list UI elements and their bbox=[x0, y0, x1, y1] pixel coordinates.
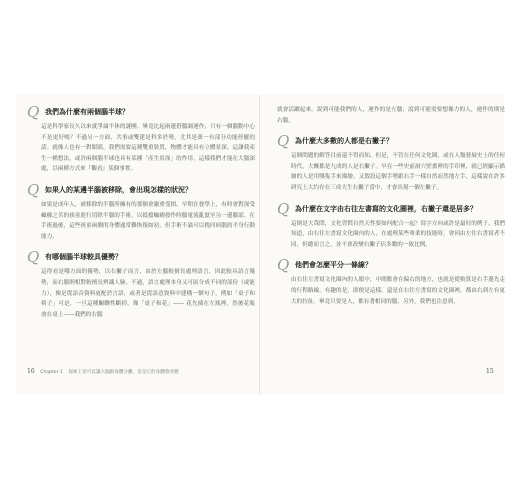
answer-paragraph: 這是科學家長久以來就爭論不休的謎團。畢竟比起兩邊搭腦調運作，只有一個腦動中心不是更好嗎？不過另一方面，共事或雙建是科多於勢，尤其是萬一有部分功能停擺的話。就像人也有一對眼睛，我們需要這種雙重裝置，物體才能具有立體景深。這讓我產生一種想法，或許兩個腦半球也具有某種「產生景深」的作用，這樣我們才能在大腦深處，以兩種方式來『觀看』某個事實。 bbox=[41, 124, 255, 173]
question-text: 我們為什麼有兩個腦半球？ bbox=[45, 108, 129, 116]
left-page bbox=[27, 105, 255, 328]
q-mark-icon: Q bbox=[277, 132, 290, 151]
chapter-label: Chapter 1 bbox=[40, 370, 63, 375]
question-text: 有哪個腦半球較具優勢？ bbox=[45, 253, 122, 262]
left-page-footer bbox=[27, 368, 179, 375]
question-heading bbox=[277, 256, 505, 275]
section bbox=[277, 258, 505, 307]
book-gutter bbox=[259, 95, 260, 395]
question-heading bbox=[27, 105, 255, 119]
question-heading bbox=[277, 199, 505, 218]
answer-paragraph: 這倒是大哉問，文化習慣自然天性要如何配合一起？寫字方向或許是最好的例子。我們知道，由右往左書寫文化圈內的人，在處理某些專業的技能時，會因由左往右書寫者不同，但總而言之，並不會改變右撇子佔多數的一致比例。 bbox=[291, 220, 505, 248]
answer-paragraph: 由右往左書寫文化圈內的人眼中，中間點會在偏右的地方，也就是從較算是右手邊先走的行程路線，有趣的是，即便是這樣，還是在右往左書寫的文化圈裡，都由右到左有更大的拉扯。畢竟只要是人，都有著相同的腦，另外，我們也注意到， bbox=[291, 277, 505, 305]
continued-paragraph: 就會活躍起來。說到可能我們的人，運作的是左腦；說到可能需要想像力的人，運作的則是右腦。 bbox=[277, 107, 505, 124]
page-number: 15 bbox=[486, 368, 494, 375]
question-text: 如果人的某邊半腦被移除，會出現怎樣的狀況？ bbox=[45, 185, 192, 194]
question-heading bbox=[27, 248, 255, 267]
q-mark-icon: Q bbox=[277, 256, 290, 275]
answer-paragraph: 這個問題的解答目前還不得而知，但是，不管在任何文化圈，或在人類發展史上的任何時代，大概都是九成的人是右撇子。早在一些史前洞穴壁畫裡的手印裡，就已經顯示描繪的人是用哪隻手來描繪。又假設這個手勢跟右手一樣自然而然地左手，這樣說在許多研究上大約存在三成天生右撇子當中，才會出現一個左撇子。 bbox=[291, 153, 505, 191]
question-text: 為什麼大多數的人都是右撇子？ bbox=[295, 137, 393, 146]
q-mark-icon: Q bbox=[27, 248, 40, 267]
question-text: 為什麼在文字由右往左書寫的文化圈裡，右撇子還是居多？ bbox=[295, 204, 477, 213]
right-page bbox=[277, 105, 505, 315]
section bbox=[27, 105, 255, 175]
section bbox=[27, 250, 255, 320]
section bbox=[277, 134, 505, 193]
q-mark-icon: Q bbox=[27, 103, 40, 121]
answer-paragraph: 如果是成年人，被移除的半腦所擁有的那個會嚴重受損。早期在發學上，有時會對深受癲癇之苦的孩童進行切除半腦的手術，以抵擋癲癇發作時腦電流亂竄至另一邊腦部。在手術過後，這些孩童兩側的身體通常難恢復如初，但手術不論可以挽回病腦的半身行動能力。 bbox=[41, 201, 255, 240]
right-page-footer bbox=[486, 368, 498, 375]
question-text: 他們會怎麼平分一條線？ bbox=[295, 261, 372, 270]
running-title: 探索上帝可以讓大腦跟身體分離，是是它的身體會改變 bbox=[68, 370, 179, 375]
page-number: 16 bbox=[27, 368, 35, 375]
section bbox=[277, 199, 505, 251]
question-heading bbox=[277, 132, 505, 151]
section bbox=[27, 180, 255, 242]
question-heading bbox=[27, 180, 255, 199]
answer-paragraph: 這得看是哪方面的優勢，以右撇子而言，由於左腦較擅長處理語言，因此較具語言優勢，而右腦則相對較擅長辨識人臉、不過，語言處理本身又可區分成不同的部份（或能力），像是從語音資料更配於言語，或者是從語意資料中建構一個句子，例如「桌子和椅子」可是，一旦這種關聯性斷掉，像「桌子和花」—— 花先插在左瓶裡，然後花瓶放在桌上——我們的右腦 bbox=[41, 269, 255, 318]
q-mark-icon: Q bbox=[277, 199, 290, 218]
q-mark-icon: Q bbox=[27, 180, 40, 199]
